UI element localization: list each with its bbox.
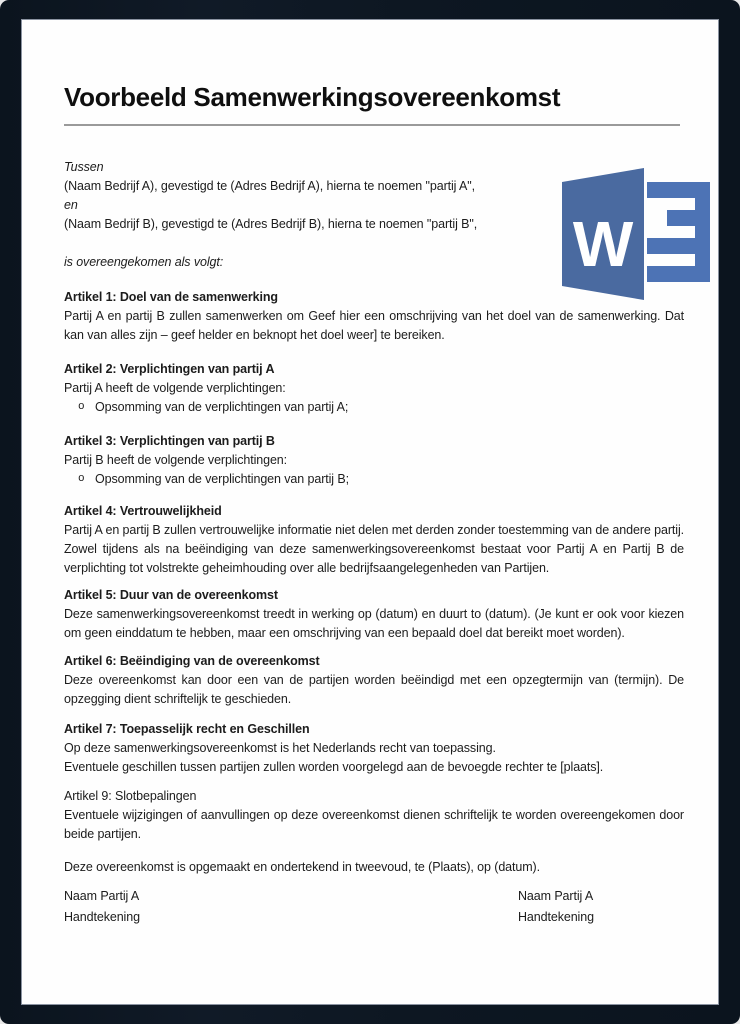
article-3 xyxy=(64,432,684,489)
signature-left-label: Handtekening xyxy=(64,910,140,924)
article-4-heading: Artikel 4: Vertrouwelijkheid xyxy=(64,504,222,518)
article-9-heading: Artikel 9: Slotbepalingen xyxy=(64,789,197,803)
article-7-body-line1: Op deze samenwerkingsovereenkomst is het Nederlands recht van toepassing. xyxy=(64,741,496,755)
article-6-heading: Artikel 6: Beëindiging van de overeenkomst xyxy=(64,654,320,668)
signature-section xyxy=(64,886,684,928)
article-9 xyxy=(64,787,684,844)
article-6-body: Deze overeenkomst kan door een van de partijen worden beëindigd met een opzegtermijn van (termijn). De opzegging dient schriftelijk te geschieden. xyxy=(64,673,684,706)
circle-bullet-icon: o xyxy=(78,401,85,413)
document-title: Voorbeeld Samenwerkingsovereenkomst xyxy=(64,82,561,112)
article-4-body: Partij A en partij B zullen vertrouwelijke informatie niet delen met derden zonder toestemming van de andere partij. Zowel tijdens als na beëindiging van deze samenwerkingsovereenkomst bestaat voor Partij A en Partij B de verplichting tot volstrekte geheimhouding over alle bedrijfsaangelegenheden van Partijen. xyxy=(64,523,684,575)
intro-en: en xyxy=(64,198,78,212)
word-logo xyxy=(560,166,710,302)
intro-party-a: (Naam Bedrijf A), gevestigd te (Adres Bedrijf A), hierna te noemen "partij A", xyxy=(64,179,475,193)
article-2-heading: Artikel 2: Verplichtingen van partij A xyxy=(64,362,275,376)
article-2-body: Partij A heeft de volgende verplichtingen: xyxy=(64,381,286,395)
article-9-body: Eventuele wijzigingen of aanvullingen op deze overeenkomst dienen schriftelijk te worden overeengekomen door beide partijen. xyxy=(64,808,684,841)
signature-left-name: Naam Partij A xyxy=(64,889,140,903)
article-3-body: Partij B heeft de volgende verplichtingen: xyxy=(64,453,288,467)
signature-block-left xyxy=(64,886,518,928)
article-1-heading: Artikel 1: Doel van de samenwerking xyxy=(64,290,278,304)
article-2-bullet-text: Opsomming van de verplichtingen van partij A; xyxy=(95,400,349,414)
article-3-bullet-text: Opsomming van de verplichtingen van partij B; xyxy=(95,472,349,486)
title-divider xyxy=(64,124,680,126)
circle-bullet-icon: o xyxy=(78,473,85,485)
intro-party-b: (Naam Bedrijf B), gevestigd te (Adres Bedrijf B), hierna te noemen "partij B", xyxy=(64,217,478,231)
article-5-heading: Artikel 5: Duur van de overeenkomst xyxy=(64,588,278,602)
article-4 xyxy=(64,502,684,578)
article-7-heading: Artikel 7: Toepasselijk recht en Geschillen xyxy=(64,722,310,736)
article-2-bullet xyxy=(64,398,684,417)
word-logo-page-icon xyxy=(647,182,710,282)
word-logo-letter: W xyxy=(572,208,634,280)
signature-right-label: Handtekening xyxy=(518,910,594,924)
document-page xyxy=(22,20,718,1004)
signature-right-name: Naam Partij A xyxy=(518,889,594,903)
article-1-body: Partij A en partij B zullen samenwerken om Geef hier een omschrijving van het doel van de samenwerking. Dat kan van alles zijn – geef helder en beknopt het doel weer] te bereiken. xyxy=(64,309,684,342)
intro-tussen: Tussen xyxy=(64,160,104,174)
article-5-body: Deze samenwerkingsovereenkomst treedt in werking op (datum) en duurt to (datum). (Je kunt er ook voor kiezen om geen einddatum te hebben, maar een omschrijving van een bepaald doel dat bereikt moet worden). xyxy=(64,607,684,640)
closing-statement: Deze overeenkomst is opgemaakt en ondertekend in tweevoud, te (Plaats), op (datum). xyxy=(64,860,540,874)
article-6 xyxy=(64,652,684,709)
article-5 xyxy=(64,586,684,643)
article-2 xyxy=(64,360,684,417)
intro-agreement: is overeengekomen als volgt: xyxy=(64,255,224,269)
article-7-body-line2: Eventuele geschillen tussen partijen zullen worden voorgelegd aan de bevoegde rechter te [plaats]. xyxy=(64,760,604,774)
article-7 xyxy=(64,720,684,777)
signature-block-right xyxy=(518,886,594,928)
article-3-bullet xyxy=(64,470,684,489)
article-3-heading: Artikel 3: Verplichtingen van partij B xyxy=(64,434,275,448)
